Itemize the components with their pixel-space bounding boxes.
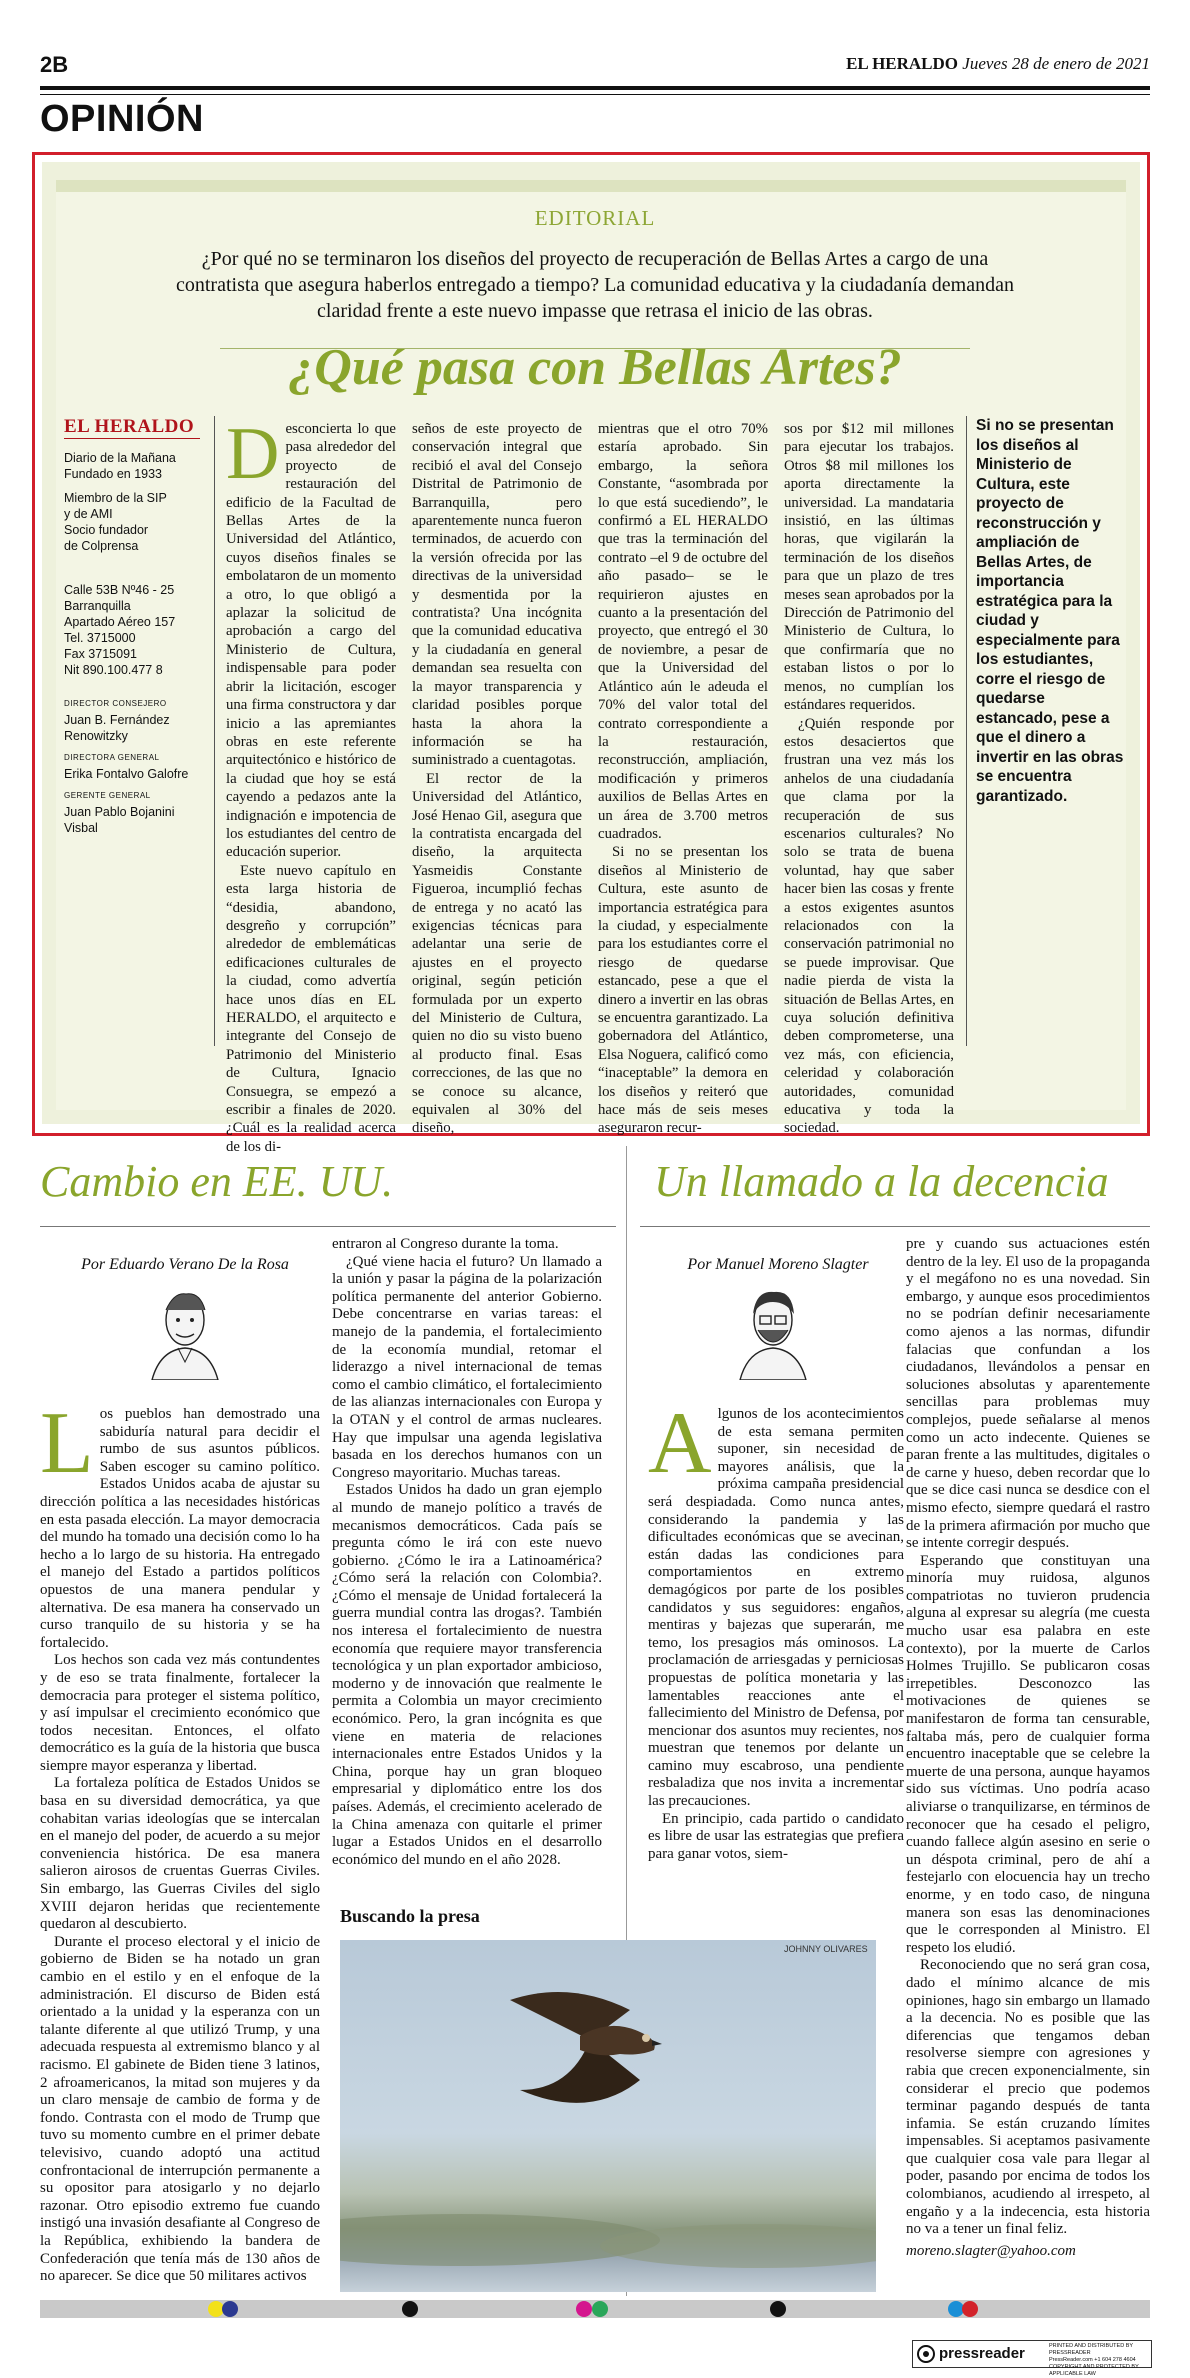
paragraph: Durante el proceso electoral y el inicio de gobierno de Biden se ha notado un gran cambio en el estilo y en el enfoque de la administración. El discurso de Biden está orientado a la unidad y la esperanza con un talante diferente al que utilizó Trump, y una adecuada respuesta al extremismo blanco y al racismo. El gabinete de Biden tiene 3 latinos, 2 afroamericanos, la mitad son mujeres y da un claro mensaje de cambio de forma y de fondo. Contrasta con el modo de Trump que tuvo su momento cumbre en el primer debate televisivo, cuando adoptó una actitud confrontacional de interrupción permanente a su opositor para atosigarlo y no dejarlo razonar. Otro episodio extremo fue cuando instigó una invasión desafiante al Congreso de la República, exhibiendo la bandera de Confederación que tenía más de 130 años de no aparecer. Se dice que 50 militares activos bbox=[40, 1933, 320, 2285]
editorial-column-4 bbox=[784, 420, 954, 1138]
pull-quote: Si no se presentan los diseños al Ministerio de Cultura, este proyecto de reconstrucción y ampliación de Bellas Artes, de importancia estratégica para la ciudad y especialmente para los estudiantes, corre el riesgo de quedarse estancado, pese a que el dinero a invertir en las obras se encuentra garantizado. bbox=[976, 417, 1124, 805]
meta-role: DIRECTOR CONSEJERO bbox=[64, 699, 167, 708]
meta-line: de Colprensa bbox=[64, 539, 139, 553]
editorial-column-1 bbox=[226, 413, 396, 1156]
red-registration-dot bbox=[962, 2301, 978, 2317]
left-column-title: Cambio en EE. UU. bbox=[40, 1157, 394, 1206]
right-column-title: Un llamado a la decencia bbox=[654, 1157, 1109, 1206]
meta-line: y de AMI bbox=[64, 507, 113, 521]
meta-role: DIRECTORA GENERAL bbox=[64, 753, 160, 762]
meta-line: Nit 890.100.477 8 bbox=[64, 663, 163, 677]
masthead-paper: EL HERALDO bbox=[846, 54, 959, 73]
editorial-column-3 bbox=[598, 420, 768, 1138]
left-column-text-1 bbox=[40, 1395, 320, 2286]
paragraph: En principio, cada partido o candidato es libre de usar las estrategias que prefiera para ganar votos, siem- bbox=[648, 1810, 904, 1862]
byline: Por Eduardo Verano De la Rosa bbox=[81, 1256, 289, 1273]
bird-icon bbox=[340, 1940, 876, 2292]
meta-name: Erika Fontalvo Galofre bbox=[64, 767, 189, 781]
photo-caption: Buscando la presa bbox=[340, 1906, 480, 1926]
meta-line: Socio fundador bbox=[64, 523, 149, 537]
bird-photo bbox=[340, 1940, 876, 2292]
pressreader-notice: PRINTED AND DISTRIBUTED BY PRESSREADER PressReader.com +1 604 278 4604 COPYRIGHT AND PROTECTED BY APPLICABLE LAW bbox=[1049, 2343, 1139, 2377]
editorial-title: ¿Qué pasa con Bellas Artes? bbox=[288, 339, 902, 396]
editorial-lead: ¿Por qué no se terminaron los diseños del proyecto de recuperación de Bellas Artes a cargo de una contratista que asegura haberlos entregado a tiempo? La comunidad educativa y la ciudadanía demandan claridad frente a este nuevo impasse que retrasa el inicio de las obras. bbox=[176, 248, 1014, 322]
paragraph: entraron al Congreso durante la toma. bbox=[332, 1236, 559, 1252]
author-email: moreno.slagter@yahoo.com bbox=[906, 2242, 1076, 2259]
right-column-text-1 bbox=[648, 1395, 904, 1863]
paragraph: mientras que el otro 70% estaría aprobado. Sin embargo, la señora Constante, “asombrada por lo que está sucediendo”, le confirmó a EL HERALDO que tras la terminación del contrato –el 9 de octubre del año pasado– se le requirieron ajustes en cuanto a la presentación del proyecto, que entregó el 30 de noviembre, a pesar de que la Universidad del Atlántico aún le adeuda el 70% del valor total del contrato correspondiente a la restauración, reconstrucción, ampliación, modificación y primeros auxilios de Bellas Artes en un área de 3.700 metros cuadrados. bbox=[598, 421, 768, 842]
title-rule bbox=[40, 1226, 616, 1227]
magenta-registration-dot bbox=[576, 2301, 592, 2317]
right-column-text-2 bbox=[906, 1236, 1150, 2260]
paragraph: La fortaleza política de Estados Unidos se basa en su diversidad democrática, ya que cohabitan varias ideologías que se intercalan en el manejo del poder, de acuerdo a su mejor conveniencia histórica. De esa manera salieron airosos de cruentas Guerras Civiles. Sin embargo, las Guerras Civiles del siglo XVIII dejaron heridas que recientemente quedaron al descubierto. bbox=[40, 1775, 320, 1933]
green-registration-dot bbox=[592, 2301, 608, 2317]
paragraph: ¿Quién responde por estos desaciertos que frustran una vez más los anhelos de una ciudadanía que clama por la recuperación de sus escenarios culturales? No solo se trata de buena voluntad, hay que saber hacer bien las cosas y frente a estos exigentes asuntos relacionados con la conservación patrimonial no se puede improvisar. Que nadie pierda de vista la situación de Bellas Artes, en cuya solución definitiva deben comprometerse, una vez más, con eficiencia, celeridad y colaboración autoridades, comunidad educativa y toda la sociedad. bbox=[784, 715, 954, 1137]
title-rule bbox=[640, 1226, 1150, 1227]
paragraph: lgunos de los acontecimientos de esta semana permiten suponer, sin necesidad de mayores análisis, que la próxima campaña presidencial será despiadada. Como nunca antes, considerando la pandemia y las dificultades económicas que se avecinan, están dadas las condiciones para comportamientos en extremo demagógicos por parte de los posibles candidatos y sus seguidores: engaños, mentiras y bajezas que superarán, me temo, los presagios más ominosos. La proclamación de arriesgadas y perniciosas propuestas de política monetaria y las lamentables reacciones ante el fallecimiento del Ministro de Defensa, por mencionar dos asuntos muy recientes, nos muestran que tenemos por delante un camino muy escabroso, una pendiente resbaladiza que nos invita a incrementar las precauciones. bbox=[648, 1406, 904, 1810]
paragraph: pre y cuando sus actuaciones estén dentro de la ley. El uso de la propaganda y el megáfono no es una novedad. Sin embargo, y aunque esos procedimientos no se podrían definir necesariamente como ajenos a las normas, difundir falacias que confundan a los ciudadanos, llevándolos a pensar en soluciones absolutas y aparentemente sencillas para problemas muy complejos, puede señalarse al menos como un acto indecente. Quienes se paran frente a las multitudes, digitales o de carne y hueso, deben recordar que lo que se dice casi nunca se desdice con el mismo efecto, siempre quedará el rastro de la primera afirmación por mucho que se intente corregir después. bbox=[906, 1236, 1150, 1552]
column-divider bbox=[966, 416, 967, 1046]
paragraph: Si no se presentan los diseños al Ministerio de Cultura, este asunto de importancia estratégica para la ciudad, y especialmente para los estudiantes corre el riesgo de quedarse estancado, pese a que el dinero a invertir en las obras se encuentra garantizado. La gobernadora del Atlántico, Elsa Noguera, calificó como “inaceptable” la demora en los diseños y reiteró que hace más de seis meses aseguraron recur- bbox=[598, 844, 768, 1137]
paragraph: seños de este proyecto de conservación integral que recibió el aval del Consejo Distrital de Patrimonio de Barranquilla, pero aparentemente nunca fueron terminados, de acuerdo con la versión ofrecida por las directivas de la universidad y desmentida por la contratista? Una incógnita que la comunidad educativa y la ciudadanía en general demandan sea resuelta con la mayor transparencia y claridad posibles porque hasta la ahora la información se ha suministrado a cuentagotas. bbox=[412, 421, 582, 769]
meta-line: Apartado Aéreo 157 bbox=[64, 615, 176, 629]
logo-rule bbox=[64, 438, 200, 439]
black-registration-dot bbox=[770, 2301, 786, 2317]
paragraph: os pueblos han demostrado una sabiduría natural para decidir el rumbo de sus asuntos públicos. Saben escoger su camino político. Estados Unidos acaba de ajustar su dirección política a las necesidades históricas en esta pasada elección. La mayor democracia del mundo ha tomado una decisión como lo ha hecho a lo largo de su historia. Ha entregado el manejo del Estado a partidos políticos opuestos de una manera pendular y alternativa. De esa manera ha conservado un curso tranquilo de su historia y se ha fortalecido. bbox=[40, 1406, 320, 1651]
paragraph: Este nuevo capítulo en esta larga historia de “desidia, abandono, desgreño y corrupción” alrededor de emblemáticas edificaciones culturales de la ciudad, como advertía hace unos días en EL HERALDO, el arquitecto e integrante del Consejo de Patrimonio del Ministerio de Cultura, Ignacio Consuegra, se empezó a escribir a finales de 2020. ¿Cuál es la realidad acerca de los di- bbox=[226, 862, 396, 1155]
pressreader-logo-icon bbox=[917, 2345, 935, 2363]
meta-line: Diario de la Mañana bbox=[64, 451, 176, 465]
header-rule-thin bbox=[40, 94, 1150, 95]
masthead-date: Jueves 28 de enero de 2021 bbox=[962, 54, 1150, 73]
meta-line: Calle 53B Nº46 - 25 bbox=[64, 583, 175, 597]
publisher-info bbox=[64, 450, 204, 836]
logo-el-heraldo: EL HERALDO bbox=[64, 416, 195, 437]
paragraph: El rector de la Universidad del Atlántico, José Henao Gil, asegura que la contratista encargada del diseño, la arquitecta Yasmeidis Constante Figueroa, incumplió fechas de entrega y no acató las exigencias técnicas para adelantar una serie de ajustes en el proyecto original, según petición formulada por un experto del Ministerio de Cultura, quien no dio su visto bueno al producto final. Esas correcciones, de las que no se conoce su alcance, equivalen al 30% del diseño, bbox=[412, 770, 582, 1137]
meta-role: GERENTE GENERAL bbox=[64, 791, 151, 800]
paragraph: esconcierta lo que pasa alrededor del proyecto de restauración del edificio de la Facultad de Bellas Artes de la Universidad del Atlántico, cuyos diseños finales se embolataron de un momento a otro, lo que obligó a aplazar la solicitud de aprobación a cargo del Ministerio de Cultura, indispensable para poder abrir la licitación, escoger una firma constructora y dar inicio a las apremiantes obras en este referente arquitectónico e histórico de la ciudad que hoy se está cayendo a pedazos ante la indignación e impotencia de los estudiantes del centro de educación superior. bbox=[226, 421, 396, 861]
author-portrait-sketch bbox=[738, 1284, 808, 1380]
paragraph: Esperando que constituyan una minoría muy ruidosa, algunos compatriotas no tuvieron prudencia alguna al expresar su alegría (me cuesta mucho usar esa palabra en este contexto), por la muerte de Carlos Holmes Trujillo. Se publicaron cosas irrepetibles. Desconozco las motivaciones de quienes se manifestaron de forma tan censurable, faltaba más, pero de cualquier forma encuentro inaceptable que se celebre la muerte de una persona, aunque hayamos sido sus víctimas. Uno podría acaso aliviarse o tranquilizarse, en términos de reconocer que ha cesado el peligro, cuando fallece algún asesino en serie o un déspota criminal, pero de ahí a festejarlo con elocuencia hay un trecho enorme, y en todo caso, de ninguna manera son esas las denominaciones que le corresponden al Ministro. El respeto los eludió. bbox=[906, 1552, 1150, 1956]
paragraph: Reconociendo que no será gran cosa, dado el mínimo alcance de mis opiniones, hago sin embargo un llamado a la decencia. No es posible que las diferencias que tengamos deban resolverse siempre con agresiones y rabia que crecen exponencialmente, sin considerar el precio que podemos terminar pagando después de tanta infamia. Se están cruzando límites impensables. Si aceptamos pasivamente que cualquier cosa vale para llegar al poder, pasando por encima de todos los colombianos, acudiendo al irrespeto, al engaño y a la indecencia, esta historia no va a tener un final feliz. bbox=[906, 1957, 1150, 2238]
masthead bbox=[846, 54, 1150, 74]
title-rule bbox=[220, 348, 970, 349]
meta-line: Tel. 3715000 bbox=[64, 631, 136, 645]
paragraph: Estados Unidos ha dado un gran ejemplo al mundo de manejo político a través de mecanismos democráticos. Cada país se pregunta cómo le irá con este nuevo gobierno. ¿Cómo le ira a Latinoamérica? ¿Cómo será la relación con Colombia?. ¿Cómo el mensaje de Unidad fortalecerá la guerra mundial contra las drogas?. También nos interesa el fortalecimiento de nuestra economía que requiere mayor transferencia tecnológica y un plan exportador ambicioso, moderno y de innovación que realmente le permita a Colombia un mayor crecimiento económico. Pero, la gran incógnita es que viene en materia de relaciones internacionales entre Estados Unidos y la China, porque hay un gran bloqueo empresarial y diplomático entre los dos países. Además, el crecimiento acelerado de la China amenaza con quitarle el primer lugar a Estados Unidos en el desarrollo económico del mundo en el año 2028. bbox=[332, 1482, 602, 1868]
paragraph: sos por $12 mil millones para ejecutar los trabajos. Otros $8 mil millones los aporta directamente la universidad. La mandataria insistió, en las últimas horas, que vigilarán la terminación de los diseños para que un plazo de tres meses sean aprobados por la Dirección de Patrimonio del Ministerio de Cultura, lo que confirmaría que no estaban listos o por lo menos, no cumplían los estándares requeridos. bbox=[784, 421, 954, 714]
black-registration-dot bbox=[402, 2301, 418, 2317]
blue-registration-dot bbox=[222, 2301, 238, 2317]
drop-cap: A bbox=[648, 1395, 712, 1492]
paragraph: ¿Qué viene hacia el futuro? Un llamado a la unión y pasar la página de la polarización política permanente del anterior Gobierno. Debe concentrarse en varias tareas: el manejo de la pandemia, el fortalecimiento de la economía mundial, retomar el liderazgo a nivel internacional de temas como el cambio climático, el fortalecimiento de las alianzas internacionales con Europa y la OTAN y el control de armas nucleares. Hay que impulsar una agenda legislativa basada en los derechos humanos con un Congreso mayoritario. Muchas tareas. bbox=[332, 1253, 602, 1481]
header-rule bbox=[40, 86, 1150, 90]
left-column-text-2 bbox=[332, 1236, 602, 1869]
drop-cap: D bbox=[226, 413, 280, 495]
byline: Por Manuel Moreno Slagter bbox=[687, 1256, 869, 1273]
drop-cap: L bbox=[40, 1395, 94, 1492]
meta-name: Juan Pablo Bojanini Visbal bbox=[64, 805, 175, 835]
pressreader-label: pressreader bbox=[939, 2345, 1025, 2362]
section-title: OPINIÓN bbox=[40, 98, 204, 140]
meta-line: Miembro de la SIP bbox=[64, 491, 167, 505]
photo-credit: JOHNNY OLIVARES bbox=[784, 1944, 868, 1954]
meta-name: Juan B. Fernández Renowitzky bbox=[64, 713, 170, 743]
meta-line: Barranquilla bbox=[64, 599, 131, 613]
pressreader-badge bbox=[912, 2340, 1152, 2377]
meta-line: Fundado en 1933 bbox=[64, 467, 163, 481]
editorial-column-2 bbox=[412, 420, 582, 1138]
editorial-label: EDITORIAL bbox=[534, 206, 656, 230]
page-number: 2B bbox=[40, 52, 69, 77]
author-portrait-sketch bbox=[150, 1284, 220, 1380]
column-divider bbox=[214, 416, 215, 1046]
meta-line: Fax 3715091 bbox=[64, 647, 137, 661]
paragraph: Los hechos son cada vez más contundentes y de eso se trata finalmente, fortalecer la democracia para proteger el sistema político, y así impulsar el crecimiento económico que todos necesitan. Entonces, el olfato democrático es la guía de la historia que busca siempre mayor esperanza y libertad. bbox=[40, 1652, 320, 1774]
